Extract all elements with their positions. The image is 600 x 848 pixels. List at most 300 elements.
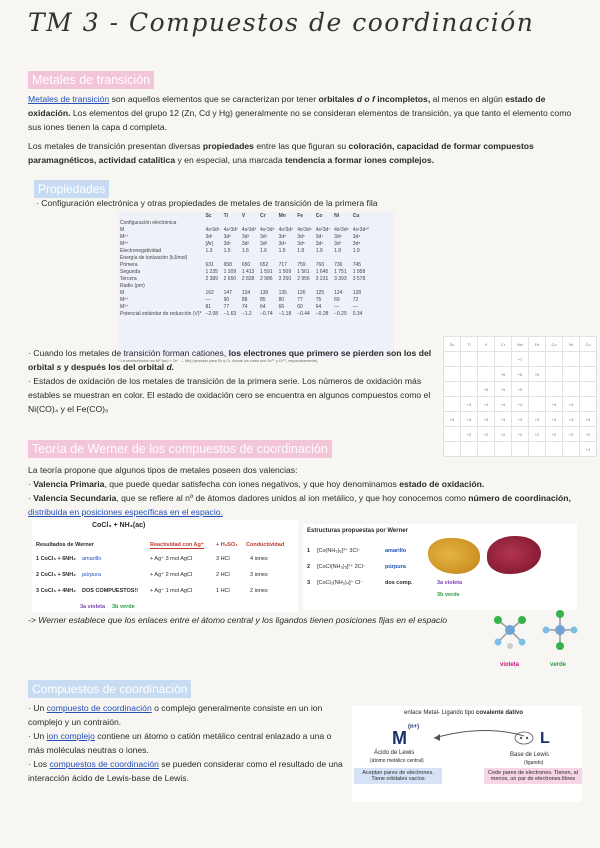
werner-conclusion: -> Werner establece que los enlaces entre el átomo central y los ligandos tienen posiciones fijas en el espacio — [28, 615, 448, 625]
results-green: 3b verde — [112, 604, 135, 610]
results-cell: 1 CoCl₃ + 6NH₃ — [36, 556, 76, 562]
ox-cell: +2 — [478, 427, 495, 442]
ox-header-cell: V — [478, 337, 495, 352]
table-cell: 4s¹3d⁵ — [260, 226, 275, 233]
table-cell: −0.74 — [260, 310, 273, 317]
ox-cell: +2 — [546, 427, 563, 442]
text-run: Valencia Primaria — [33, 479, 105, 489]
table-cell: 134 — [241, 289, 251, 296]
table-cell: 1.6 — [260, 247, 267, 254]
table-cell: 80 — [278, 296, 285, 303]
table-cell: Configuración electrónica — [120, 219, 177, 226]
results-col-cond: Conductividad — [246, 542, 285, 548]
ox-cell: +2 — [563, 427, 580, 442]
structures-green: 3b verde — [437, 592, 460, 598]
ox-header-cell: Co — [546, 337, 563, 352]
table-cell: 3d⁷ — [334, 240, 342, 247]
text-run: y en especial, una marcada — [175, 155, 285, 165]
ox-cell: +3 — [529, 412, 546, 427]
ion-complejo-definition — [28, 729, 346, 757]
table-cell: 1.6 — [241, 247, 249, 254]
table-cell: 4s²3d¹ — [205, 226, 220, 233]
violet-isomer-model — [494, 616, 526, 649]
ox-cell — [546, 382, 563, 397]
table-cell: 3d⁸ — [352, 240, 361, 247]
table-cell: 3d⁴ — [278, 240, 287, 247]
metal-symbol: M — [392, 728, 407, 748]
text-run: estado de oxidación. — [28, 94, 546, 118]
table-cell: 717 — [278, 261, 287, 268]
properties-table-wrapper — [118, 212, 394, 358]
table-cell: 745 — [352, 261, 362, 268]
table-cell: 1.5 — [278, 247, 286, 254]
diagram-caption: enlace Metal- Ligando tipo covalente dativo — [404, 710, 524, 716]
text-run: propiedades — [202, 141, 254, 151]
ligand-symbol: L — [540, 730, 550, 747]
green-isomer-model — [543, 610, 578, 650]
ox-cell: +4 — [461, 397, 478, 412]
ox-cell — [478, 442, 495, 457]
results-cell: 3 CoCl₃ + 4NH₃ — [36, 588, 76, 594]
table-cell — [351, 219, 371, 226]
table-row — [118, 226, 371, 233]
table-cell: 3d⁶ — [315, 240, 324, 247]
table-cell: 60 — [297, 303, 303, 310]
table-cell: 3 250 — [278, 275, 292, 282]
ox-header-cell: Sc — [444, 337, 461, 352]
text-run: orbitales — [318, 94, 357, 104]
ox-cell — [580, 352, 597, 367]
ox-cell — [478, 367, 495, 382]
table-cell: 3d³ — [241, 233, 250, 240]
ox-cell: +4 — [512, 397, 529, 412]
table-cell: 4s²3d⁸ — [334, 226, 349, 233]
ox-cell — [580, 382, 597, 397]
structure-cell: 1 — [307, 548, 311, 554]
table-row — [118, 261, 371, 268]
table-cell: Potencial estándar de reducción (V)* — [120, 310, 202, 317]
table-cell: 1 958 — [352, 268, 366, 275]
results-col-h2so4: + H₂SO₄ — [216, 542, 238, 548]
ox-cell — [580, 367, 597, 382]
ox-cell — [546, 367, 563, 382]
table-cell — [258, 254, 277, 261]
table-cell: Tercera — [120, 275, 137, 282]
table-cell: −0.25 — [334, 310, 347, 317]
table-cell: 1.3 — [205, 247, 213, 254]
table-cell: 85 — [260, 296, 266, 303]
table-header-cell: Sc — [205, 212, 212, 219]
structure-cell: 2 — [307, 564, 311, 570]
table-cell: 69 — [334, 296, 340, 303]
table-cell: 4s²3d² — [223, 226, 238, 233]
table-cell: 66 — [278, 303, 285, 310]
table-cell: 1 645 — [315, 268, 329, 275]
table-cell: 77 — [223, 303, 230, 310]
ox-cell: +7 — [512, 352, 529, 367]
oxidation-paragraph: · Estados de oxidación de los metales de transición de la primera serie. Los números de oxidación más estables se muestran en color. El estado de oxidación cero se encuentra en algunos compuestos como el Ni(CO)₄ y el Fe(CO)₅ — [28, 376, 431, 414]
table-cell: Energía de ionización (kJ/mol) — [120, 254, 188, 261]
table-cell: 1.9 — [315, 247, 323, 254]
ox-cell — [495, 442, 512, 457]
text-run: Los metales de transición presentan diversas — [28, 141, 203, 151]
table-row — [118, 247, 371, 254]
table-cell: 650 — [241, 261, 251, 268]
table-cell: 135 — [278, 289, 287, 296]
table-cell — [258, 219, 277, 226]
reaction: CoCl₃ + NH₃(ac) — [92, 522, 146, 529]
text-run: · Cuando los metales de transición forman cationes, — [28, 348, 229, 358]
text-run: al menos en algún — [430, 94, 506, 104]
table-cell: 2 389 — [205, 275, 218, 282]
oxidation-states-table-wrapper — [443, 336, 597, 457]
ox-cell: +3 — [580, 412, 597, 427]
text-run: · — [28, 479, 34, 489]
table-cell: 3d³ — [260, 240, 268, 247]
table-cell: 90 — [223, 296, 230, 303]
ox-cell — [546, 442, 563, 457]
ox-cell: +6 — [512, 367, 529, 382]
table-cell: −1.2 — [241, 310, 252, 317]
structure-cell: [CoCl₂(NH₃)₄]⁺ Cl⁻ — [317, 580, 364, 586]
results-cell: 2 iones — [250, 588, 268, 594]
results-cell: + Ag⁺ 1 mol AgCl — [150, 588, 193, 594]
table-cell: — — [352, 303, 358, 310]
table-cell: 2 956 — [297, 275, 310, 282]
lewis-paragraph — [28, 757, 346, 785]
table-cell — [314, 219, 332, 226]
section-header-metales: Metales de transición — [28, 71, 154, 89]
ox-header-cell: Ti — [461, 337, 478, 352]
table-cell: 658 — [223, 261, 232, 268]
table-cell: M²⁺ — [120, 296, 129, 303]
structures-title: Estructuras propuestas por Werner — [307, 528, 408, 534]
table-cell — [240, 254, 258, 261]
results-cell: 2 HCl — [216, 572, 230, 578]
table-cell: 760 — [315, 261, 325, 268]
table-cell: 125 — [315, 289, 325, 296]
text-run: los electrones que primero se pierden son los del orbital — [28, 348, 432, 372]
structure-cell: púrpura — [385, 564, 406, 570]
table-cell: 64 — [260, 303, 266, 310]
section-header-propiedades: Propiedades — [34, 180, 109, 198]
table-cell: −0.28 — [315, 310, 329, 317]
table-row — [118, 310, 371, 317]
ox-cell — [444, 427, 461, 442]
table-cell: — — [334, 303, 340, 310]
table-cell — [222, 219, 240, 226]
table-cell — [314, 254, 332, 261]
table-cell: 1.9 — [334, 247, 342, 254]
table-cell — [222, 254, 240, 261]
structure-cell: [CoCl(NH₃)₅]²⁺ 2Cl⁻ — [317, 564, 366, 570]
table-cell: 128 — [352, 289, 362, 296]
table-cell: 1.9 — [352, 247, 360, 254]
ox-cell — [444, 352, 461, 367]
page-title: TM 3 - Compuestos de coordinación — [28, 8, 535, 37]
table-row — [118, 296, 371, 303]
ox-header-cell: Cu — [580, 337, 597, 352]
ox-cell — [563, 367, 580, 382]
text-run: y después los del orbital — [61, 362, 167, 372]
table-cell: 4s²3d⁵ — [278, 226, 294, 233]
table-cell — [295, 282, 314, 289]
structure-cell: dos comp. — [385, 580, 413, 586]
table-cell: — — [205, 296, 211, 303]
ox-cell: +3 — [444, 412, 461, 427]
text-run: , que puede quedar satisfecha con iones negativos, y que hoy denominamos — [104, 479, 400, 489]
table-cell: 1 591 — [260, 268, 273, 275]
section-header-compuestos: Compuestos de coordinación — [28, 680, 191, 698]
isomer-models — [484, 608, 586, 670]
table-cell — [203, 254, 221, 261]
table-cell: 2 650 — [223, 275, 237, 282]
results-cell: 4 iones — [250, 556, 268, 562]
text-run: Metales de transición — [28, 94, 110, 104]
table-cell — [240, 282, 258, 289]
table-cell: 736 — [334, 261, 343, 268]
table-cell — [222, 282, 240, 289]
ox-cell — [529, 397, 546, 412]
structure-cell: [Co(NH₃)₆]³⁺ 3Cl⁻ — [317, 548, 361, 554]
acid-box: Aceptan pares de electrones. Tiene orbitales vacíos — [354, 768, 442, 784]
table-row — [118, 233, 371, 240]
ox-cell: +4 — [478, 397, 495, 412]
text-run: o complejo generalmente consiste en un ion complejo y un contraión. — [28, 703, 323, 727]
table-cell: 2 986 — [260, 275, 273, 282]
table-header-cell: Cr — [260, 212, 266, 219]
text-run: , que se refiere al nº de átomos dadores unidos al ion metálico, y que hoy conocemos como — [116, 493, 469, 503]
table-cell: 147 — [223, 289, 232, 296]
table-header-cell: Mn — [278, 212, 286, 219]
table-cell: 652 — [260, 261, 269, 268]
ox-header-cell: Mn — [512, 337, 529, 352]
results-cell: 1 HCl — [216, 588, 230, 594]
table-cell — [277, 254, 296, 261]
cation-paragraph — [28, 346, 433, 374]
text-run: · Un — [28, 703, 47, 713]
text-run: d o f — [356, 94, 375, 104]
results-cell: 3 iones — [250, 572, 268, 578]
results-title: Resultados de Werner — [36, 542, 94, 548]
table-cell: M³⁺ — [120, 240, 129, 247]
ox-cell — [563, 382, 580, 397]
ox-cell — [461, 382, 478, 397]
table-cell: 3d⁶ — [297, 233, 305, 240]
table-cell: 64 — [315, 303, 322, 310]
ox-cell: +3 — [546, 412, 563, 427]
table-cell: 1.8 — [297, 247, 305, 254]
text-run: d. — [166, 362, 175, 372]
table-cell: −2.08 — [205, 310, 219, 317]
ox-header-cell: Cr — [495, 337, 512, 352]
lewis-diagram — [352, 706, 582, 802]
table-cell: Primera — [120, 261, 138, 268]
yellow-compound-image — [428, 538, 480, 574]
table-cell: 3d¹ — [223, 240, 231, 247]
metal-charge: (n+) — [408, 724, 420, 730]
table-cell: 124 — [334, 289, 343, 296]
ox-cell — [478, 352, 495, 367]
table-row — [118, 275, 371, 282]
compuesto-definition — [28, 701, 346, 729]
results-cell: + Ag⁺ 2 mol AgCl — [150, 572, 193, 578]
table-cell: 130 — [260, 289, 269, 296]
isomer-green-label: verde — [550, 662, 567, 668]
ox-cell — [580, 397, 597, 412]
text-run: · Un — [28, 731, 47, 741]
table-row — [118, 282, 371, 289]
table-cell: Electronegatividad — [120, 247, 162, 254]
table-header-cell — [118, 212, 203, 219]
table-cell — [240, 219, 258, 226]
table-cell: 77 — [297, 296, 303, 303]
text-run: son aquellos elementos que se caracterizan por tener — [109, 94, 319, 104]
ox-cell — [444, 367, 461, 382]
table-cell: 1 561 — [297, 268, 310, 275]
table-cell — [351, 282, 371, 289]
table-header-cell: Co — [315, 212, 323, 219]
oxidation-states-table — [443, 336, 597, 457]
table-cell: 4s²3d⁷ — [315, 226, 331, 233]
ox-header-cell: Ni — [563, 337, 580, 352]
table-cell: 0.34 — [352, 310, 363, 317]
results-col-ag: Reactividad con Ag⁺ — [150, 542, 204, 548]
properties-table-header — [118, 212, 371, 219]
table-cell — [295, 219, 314, 226]
ox-cell — [512, 442, 529, 457]
ox-cell: +4 — [546, 397, 563, 412]
text-run: s — [56, 362, 62, 372]
table-cell: M — [120, 226, 125, 233]
table-cell: 81 — [205, 303, 211, 310]
text-run: coloración, capacidad de formar compuestos paramagnéticos, actividad catalítica — [28, 141, 534, 165]
table-cell: 1 751 — [334, 268, 347, 275]
table-cell: 3d⁹ — [352, 233, 361, 240]
ox-cell — [563, 442, 580, 457]
ox-cell: +3 — [563, 412, 580, 427]
table-cell: 4s²3d⁶ — [297, 226, 312, 233]
structure-cell: amarillo — [385, 548, 407, 554]
table-cell — [258, 282, 277, 289]
ox-cell — [529, 442, 546, 457]
table-cell: 3d⁸ — [334, 233, 342, 240]
table-header-cell: V — [241, 212, 246, 219]
ox-cell — [495, 352, 512, 367]
table-cell: M²⁺ — [120, 233, 129, 240]
ox-cell — [444, 382, 461, 397]
table-cell: 3d¹ — [205, 233, 213, 240]
isomer-violet-label: violeta — [500, 662, 520, 668]
results-cell: púrpura — [82, 572, 101, 578]
ox-cell: +4 — [563, 397, 580, 412]
structure-cell: 3 — [307, 580, 311, 586]
table-cell — [314, 282, 332, 289]
table-cell: 1 235 — [205, 268, 218, 275]
table-cell: Segunda — [120, 268, 141, 275]
results-violet: 3a violeta — [80, 604, 106, 610]
table-cell: [Ar] — [205, 240, 214, 247]
table-cell — [277, 282, 296, 289]
config-line: · Configuración electrónica y otras propiedades de metales de transición de la primera fila — [36, 198, 378, 208]
ox-cell — [461, 352, 478, 367]
ox-cell: +5 — [495, 382, 512, 397]
table-cell: 74 — [241, 303, 248, 310]
table-cell: 4s¹3d¹⁰ — [352, 226, 369, 233]
text-run: contiene un átomo o catión metálico central enlazado a una o más moléculas neutras o iones. — [28, 731, 332, 755]
base-box: Cede pares de electrones. Tienen, al menos, un par de electrones libres — [484, 768, 582, 784]
text-run: número de coordinación, — [468, 493, 571, 503]
ox-cell: +6 — [529, 367, 546, 382]
ox-cell: +5 — [512, 382, 529, 397]
results-cell: amarillo — [82, 556, 102, 562]
valencia-primaria — [28, 477, 576, 491]
ox-cell — [461, 367, 478, 382]
table-cell — [351, 254, 371, 261]
section-header-werner: Teoría de Werner de los compuestos de coordinación — [28, 440, 332, 458]
results-cell: 2 CoCl₃ + 5NH₃ — [36, 572, 76, 578]
table-header-cell: Fe — [297, 212, 304, 219]
ox-cell: +5 — [478, 382, 495, 397]
werner-intro: La teoría propone que algunos tipos de metales poseen dos valencias: — [28, 465, 298, 475]
ox-cell: +2 — [512, 427, 529, 442]
table-cell: 1 309 — [223, 268, 237, 275]
ox-cell: +3 — [478, 412, 495, 427]
ox-cell — [563, 352, 580, 367]
table-row — [118, 303, 371, 310]
table-cell: 2 828 — [241, 275, 255, 282]
table-note: * La semirreacción es M²⁺(ac) + 2e⁻ → M(s) (excepto para Sc y Cr, donde los iones son Sc³⁺ y Cr³⁺, respectivamente). — [118, 359, 319, 363]
text-run: entre las que figuran su — [253, 141, 349, 151]
table-cell: 3d² — [223, 233, 231, 240]
table-header-cell: Ti — [223, 212, 228, 219]
text-run: · — [28, 493, 34, 503]
table-cell: 72 — [352, 296, 359, 303]
ox-cell: +2 — [580, 427, 597, 442]
table-cell: 3d⁴ — [260, 233, 268, 240]
table-cell: Radio (pm) — [120, 282, 145, 289]
table-cell: M — [120, 289, 125, 296]
table-cell: 4s²3d³ — [241, 226, 256, 233]
ox-cell — [529, 382, 546, 397]
table-cell: 1 413 — [241, 268, 255, 275]
table-cell — [295, 254, 314, 261]
table-cell: −1.18 — [278, 310, 292, 317]
table-cell: 631 — [205, 261, 214, 268]
table-row — [118, 254, 371, 261]
table-cell: −1.63 — [223, 310, 237, 317]
acid-sublabel: (átomo metálico central) — [370, 758, 424, 764]
table-cell: 88 — [241, 296, 248, 303]
table-cell — [332, 254, 351, 261]
results-cell: 3 HCl — [216, 556, 230, 562]
ox-cell: +2 — [461, 427, 478, 442]
ox-cell — [444, 442, 461, 457]
valencia-secundaria — [28, 491, 576, 519]
text-run: estado de oxidación. — [399, 479, 485, 489]
text-run: distribuida en posiciones específicas en el espacio. — [28, 507, 223, 517]
metales-definition — [28, 92, 576, 134]
table-cell: 759 — [297, 261, 306, 268]
ox-cell — [461, 442, 478, 457]
table-header-cell: Ni — [334, 212, 340, 219]
ox-cell: +6 — [495, 367, 512, 382]
table-cell: 1.5 — [223, 247, 231, 254]
table-cell: 3 393 — [334, 275, 347, 282]
results-cell: + Ag⁺ 3 mol AgCl — [150, 556, 193, 562]
ox-cell: +3 — [461, 412, 478, 427]
text-run: compuestos de coordinación — [49, 759, 159, 769]
